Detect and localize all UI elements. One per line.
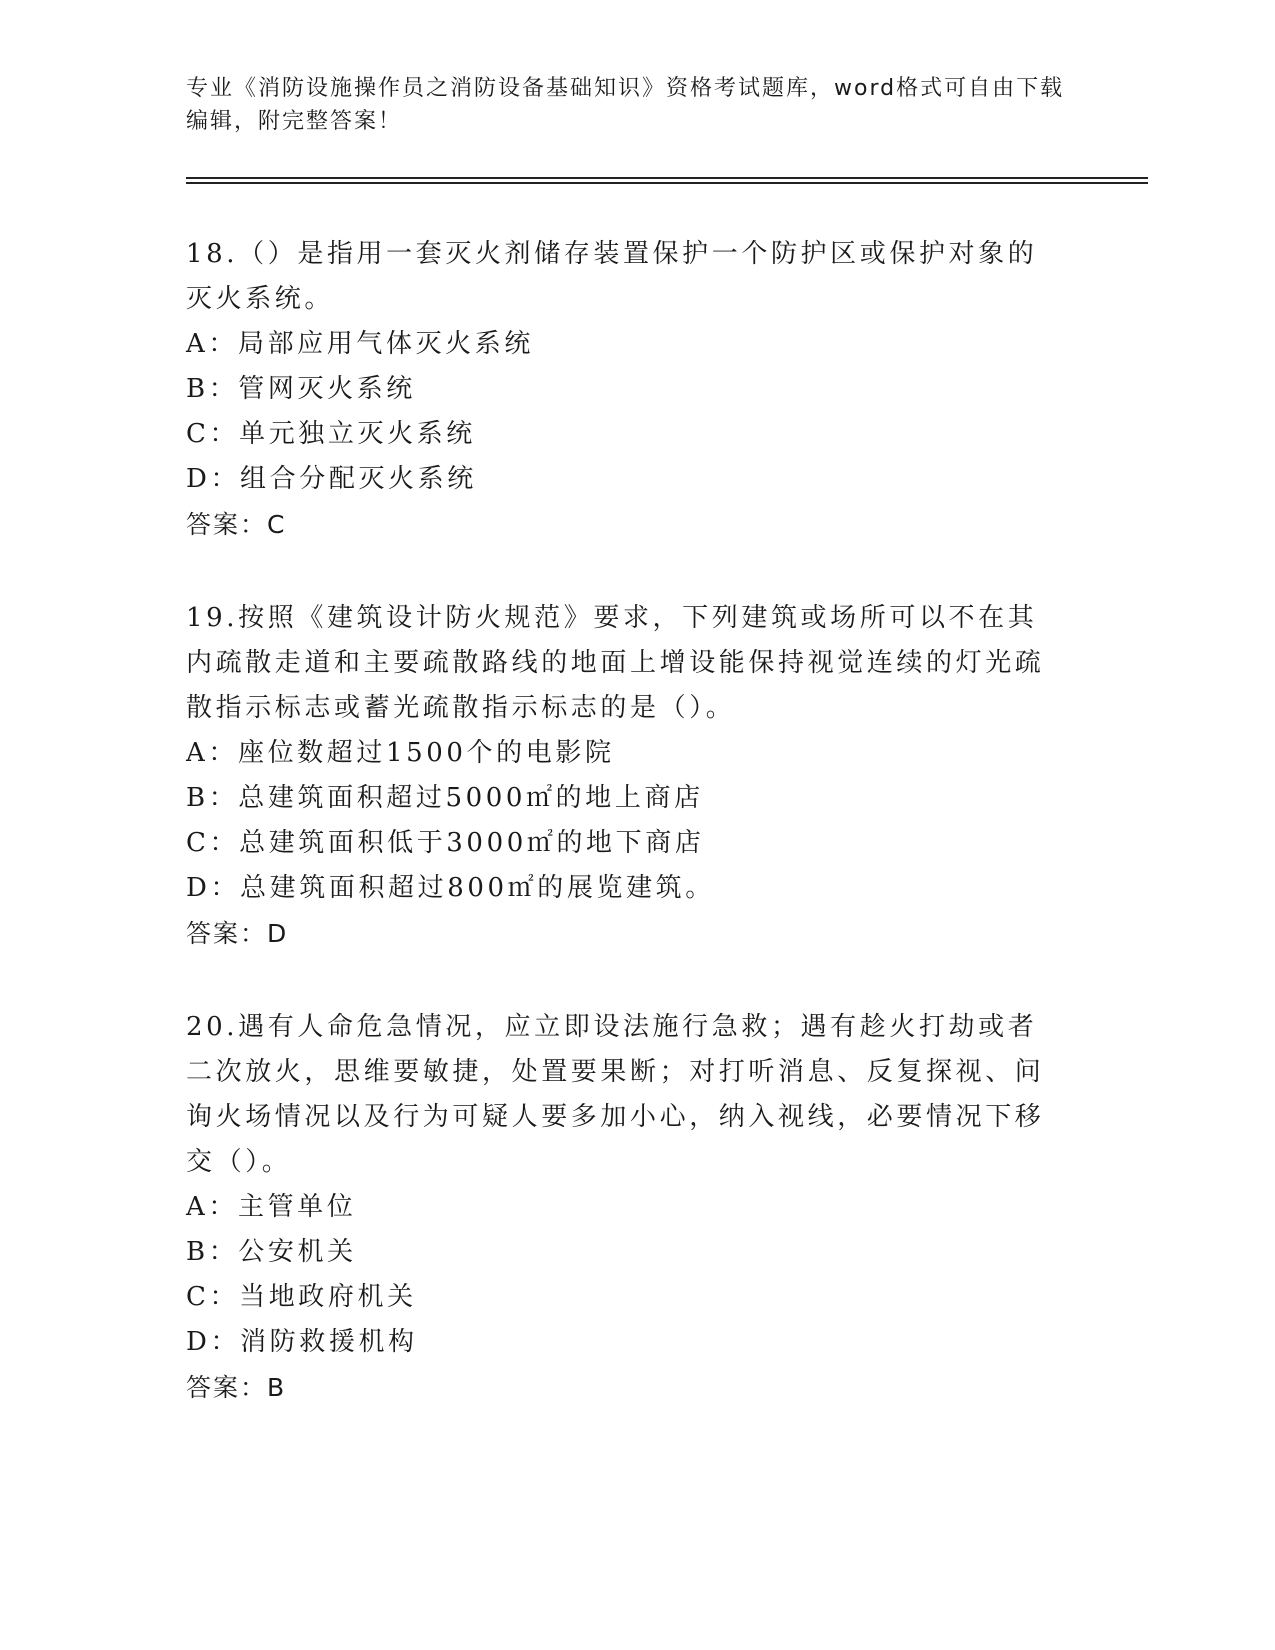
answer-value: B <box>267 1373 287 1402</box>
option-c: C：总建筑面积低于3000㎡的地下商店 <box>186 828 705 858</box>
answer-label: 答案： <box>186 919 268 948</box>
header-divider-bottom <box>186 182 1148 184</box>
question-19 <box>186 596 1066 956</box>
answer <box>186 1365 1066 1410</box>
question-stem: 18.（）是指用一套灭火剂储存装置保护一个防护区或保护对象的灭火系统。 <box>186 239 1038 314</box>
header-divider-top <box>186 177 1148 179</box>
option-b: B：总建筑面积超过5000㎡的地上商店 <box>186 783 704 813</box>
option-a: A：主管单位 <box>186 1192 357 1222</box>
header-text: 专业《消防设施操作员之消防设备基础知识》资格考试题库，word格式可自由下载编辑，附完整答案！ <box>186 76 1065 134</box>
option-d: D：组合分配灭火系统 <box>186 464 477 494</box>
question-stem: 20.遇有人命危急情况，应立即设法施行急救；遇有趁火打劫或者二次放火，思维要敏捷，处置要果断；对打听消息、反复探视、问询火场情况以及行为可疑人要多加小心，纳入视线，必要情况下移交（）。 <box>186 1012 1045 1177</box>
question-18 <box>186 232 1066 547</box>
answer-value: C <box>267 510 287 539</box>
option-d: D：总建筑面积超过800㎡的展览建筑。 <box>186 873 715 903</box>
option-c: C：当地政府机关 <box>186 1282 417 1312</box>
answer <box>186 502 1066 547</box>
option-b: B：公安机关 <box>186 1237 357 1267</box>
answer-value: D <box>267 919 289 948</box>
question-20 <box>186 1005 1066 1410</box>
answer <box>186 911 1066 956</box>
document-header <box>186 72 1066 138</box>
answer-label: 答案： <box>186 1373 268 1402</box>
question-stem: 19.按照《建筑设计防火规范》要求，下列建筑或场所可以不在其内疏散走道和主要疏散路线的地面上增设能保持视觉连续的灯光疏散指示标志或蓄光疏散指示标志的是（）。 <box>186 603 1045 723</box>
option-d: D：消防救援机构 <box>186 1327 418 1357</box>
answer-label: 答案： <box>186 510 268 539</box>
option-a: A：局部应用气体灭火系统 <box>186 329 534 359</box>
option-b: B：管网灭火系统 <box>186 374 416 404</box>
option-c: C：单元独立灭火系统 <box>186 419 476 449</box>
option-a: A：座位数超过1500个的电影院 <box>186 738 615 768</box>
